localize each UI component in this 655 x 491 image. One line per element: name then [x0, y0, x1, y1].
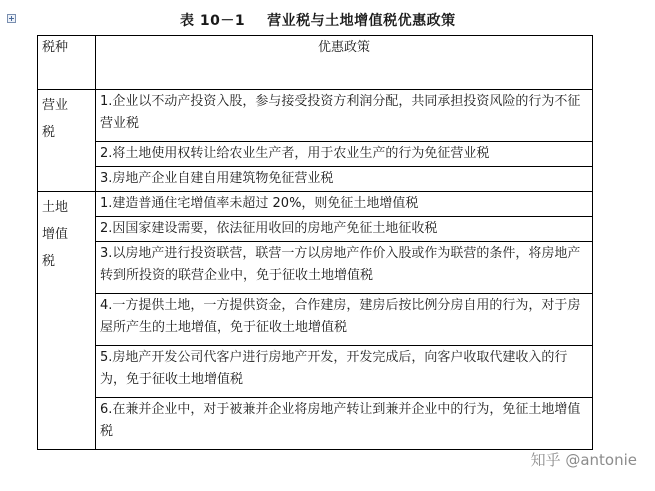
policy-item: 1.建造普通住宅增值率未超过 20%，则免征土地增值税	[96, 192, 593, 217]
policy-table	[37, 35, 593, 450]
table-number: 表 10－1	[180, 13, 246, 29]
policy-item: 3.房地产企业自建自用建筑物免征营业税	[96, 167, 593, 192]
table-row	[38, 242, 593, 294]
table-row	[38, 398, 593, 450]
table-row	[38, 142, 593, 167]
header-category: 税种	[38, 36, 96, 90]
header-policy: 优惠政策	[96, 36, 593, 90]
category-land-value-added-tax	[38, 192, 96, 450]
table-row	[38, 294, 593, 346]
table-title	[180, 10, 500, 30]
watermark: 知乎 @antonie	[530, 451, 637, 469]
policy-item: 2.将土地使用权转让给农业生产者，用于农业生产的行为免征营业税	[96, 142, 593, 167]
table-row	[38, 346, 593, 398]
policy-item: 4.一方提供土地，一方提供资金，合作建房，建房后按比例分房自用的行为，对于房屋所产生的土地增值，免于征收土地增值税	[96, 294, 593, 346]
table-header-row	[38, 36, 593, 90]
policy-item: 5.房地产开发公司代客户进行房地产开发，开发完成后，向客户收取代建收入的行为，免于征收土地增值税	[96, 346, 593, 398]
category-label: 土地增值税	[42, 200, 69, 269]
table-row	[38, 90, 593, 142]
table-row	[38, 167, 593, 192]
table-title-text: 营业税与土地增值税优惠政策	[267, 13, 456, 29]
policy-item: 1.企业以不动产投资入股，参与接受投资方利润分配，共同承担投资风险的行为不征营业税	[96, 90, 593, 142]
policy-item: 3.以房地产进行投资联营，联营一方以房地产作价入股或作为联营的条件，将房地产转到所投资的联营企业中，免于征收土地增值税	[96, 242, 593, 294]
policy-item: 6.在兼并企业中，对于被兼并企业将房地产转让到兼并企业中的行为，免征土地增值税	[96, 398, 593, 450]
table-row	[38, 217, 593, 242]
table-move-handle-icon[interactable]	[7, 14, 16, 23]
category-business-tax	[38, 90, 96, 192]
table-row	[38, 192, 593, 217]
category-label: 营业税	[42, 98, 69, 140]
policy-item: 2.因国家建设需要，依法征用收回的房地产免征土地征收税	[96, 217, 593, 242]
